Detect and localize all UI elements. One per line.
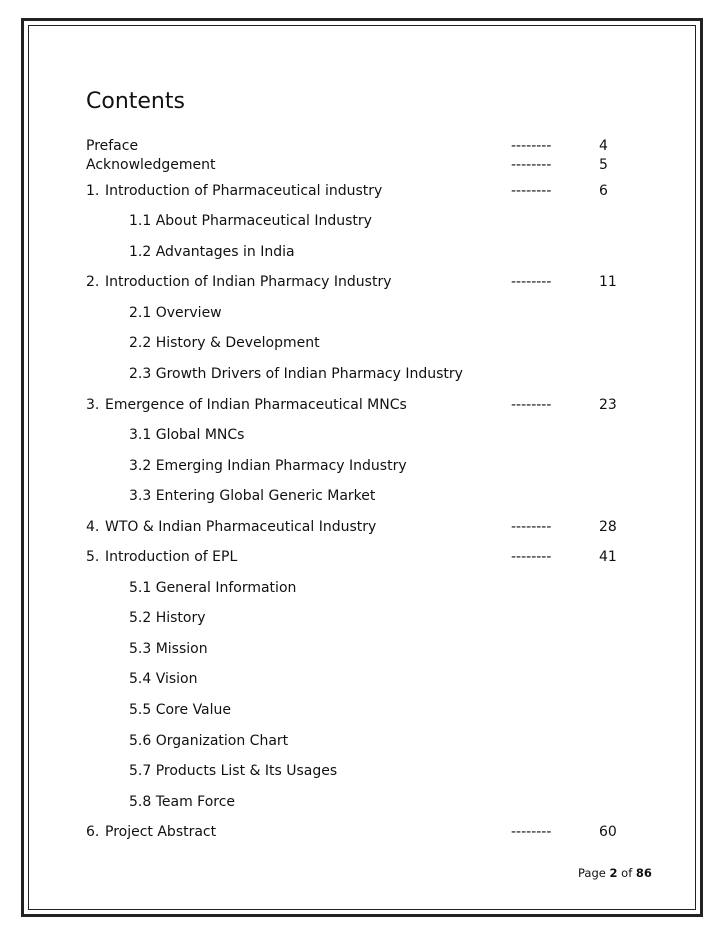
toc-subentry-3-2 <box>0 456 728 476</box>
toc-entry-chapter-4 <box>0 517 728 537</box>
toc-subentry-label: 5.3 Mission <box>129 641 208 657</box>
toc-entry-number: 4. <box>86 519 100 535</box>
toc-subentry-3-3 <box>0 486 728 506</box>
toc-entry-page: 23 <box>599 397 617 413</box>
toc-entry-number: 1. <box>86 183 100 199</box>
toc-subentry-label: 3.1 Global MNCs <box>129 427 245 443</box>
toc-entry-leader: -------- <box>511 549 552 565</box>
toc-entry-number: 6. <box>86 824 100 840</box>
toc-entry-page: 11 <box>599 274 617 290</box>
toc-subentry-5-6 <box>0 731 728 751</box>
toc-subentry-2-2 <box>0 333 728 353</box>
toc-entry-page: 5 <box>599 157 608 173</box>
toc-entry-page: 6 <box>599 183 608 199</box>
toc-entry-label: Introduction of Indian Pharmacy Industry <box>105 274 392 290</box>
toc-subentry-3-1 <box>0 425 728 445</box>
toc-entry-label: Introduction of EPL <box>105 549 238 565</box>
toc-subentry-label: 5.8 Team Force <box>129 794 236 810</box>
toc-entry-number: 5. <box>86 549 100 565</box>
toc-entry-chapter-1 <box>0 181 728 201</box>
toc-entry-chapter-6 <box>0 822 728 842</box>
toc-entry-page: 28 <box>599 519 617 535</box>
toc-subentry-5-4 <box>0 669 728 689</box>
toc-subentry-label: 5.4 Vision <box>129 671 198 687</box>
toc-subentry-label: 2.2 History & Development <box>129 335 320 351</box>
toc-subentry-label: 5.2 History <box>129 610 206 626</box>
footer-total-pages: 86 <box>635 866 652 880</box>
toc-entry-label: Emergence of Indian Pharmaceutical MNCs <box>105 397 407 413</box>
toc-entry-page: 4 <box>599 138 608 154</box>
toc-subentry-1-1 <box>0 211 728 231</box>
toc-subentry-5-3 <box>0 639 728 659</box>
toc-entry-label: Preface <box>86 138 139 154</box>
toc-entry-leader: -------- <box>511 157 552 173</box>
toc-subentry-5-5 <box>0 700 728 720</box>
toc-subentry-label: 3.3 Entering Global Generic Market <box>129 488 376 504</box>
contents-title: Contents <box>86 89 185 114</box>
toc-subentry-1-2 <box>0 242 728 262</box>
toc-entry-leader: -------- <box>511 183 552 199</box>
toc-entry-acknowledgement <box>0 155 728 175</box>
toc-subentry-5-8 <box>0 792 728 812</box>
toc-subentry-label: 5.1 General Information <box>129 580 297 596</box>
footer-current-page: 2 <box>609 866 618 880</box>
toc-entry-chapter-3 <box>0 395 728 415</box>
toc-entry-leader: -------- <box>511 138 552 154</box>
toc-subentry-5-7 <box>0 761 728 781</box>
footer-separator: of <box>621 866 633 880</box>
footer-prefix: Page <box>578 866 606 880</box>
toc-subentry-label: 5.6 Organization Chart <box>129 733 289 749</box>
toc-subentry-2-1 <box>0 303 728 323</box>
toc-entry-label: Project Abstract <box>105 824 217 840</box>
toc-subentry-label: 5.7 Products List & Its Usages <box>129 763 338 779</box>
toc-entry-number: 3. <box>86 397 100 413</box>
toc-entry-leader: -------- <box>511 274 552 290</box>
toc-subentry-label: 2.3 Growth Drivers of Indian Pharmacy Industry <box>129 366 463 382</box>
toc-entry-page: 60 <box>599 824 617 840</box>
toc-entry-preface <box>0 136 728 156</box>
toc-entry-label: Acknowledgement <box>86 157 216 173</box>
toc-entry-number: 2. <box>86 274 100 290</box>
toc-entry-chapter-5 <box>0 547 728 567</box>
toc-subentry-label: 2.1 Overview <box>129 305 222 321</box>
toc-entry-page: 41 <box>599 549 617 565</box>
toc-subentry-label: 3.2 Emerging Indian Pharmacy Industry <box>129 458 407 474</box>
page-number-footer <box>578 865 652 881</box>
toc-entry-leader: -------- <box>511 397 552 413</box>
toc-subentry-label: 1.1 About Pharmaceutical Industry <box>129 213 372 229</box>
toc-subentry-5-1 <box>0 578 728 598</box>
toc-subentry-label: 5.5 Core Value <box>129 702 232 718</box>
toc-entry-label: Introduction of Pharmaceutical industry <box>105 183 383 199</box>
toc-subentry-label: 1.2 Advantages in India <box>129 244 295 260</box>
toc-subentry-2-3 <box>0 364 728 384</box>
toc-entry-chapter-2 <box>0 272 728 292</box>
toc-entry-leader: -------- <box>511 824 552 840</box>
toc-entry-label: WTO & Indian Pharmaceutical Industry <box>105 519 377 535</box>
toc-entry-leader: -------- <box>511 519 552 535</box>
toc-subentry-5-2 <box>0 608 728 628</box>
